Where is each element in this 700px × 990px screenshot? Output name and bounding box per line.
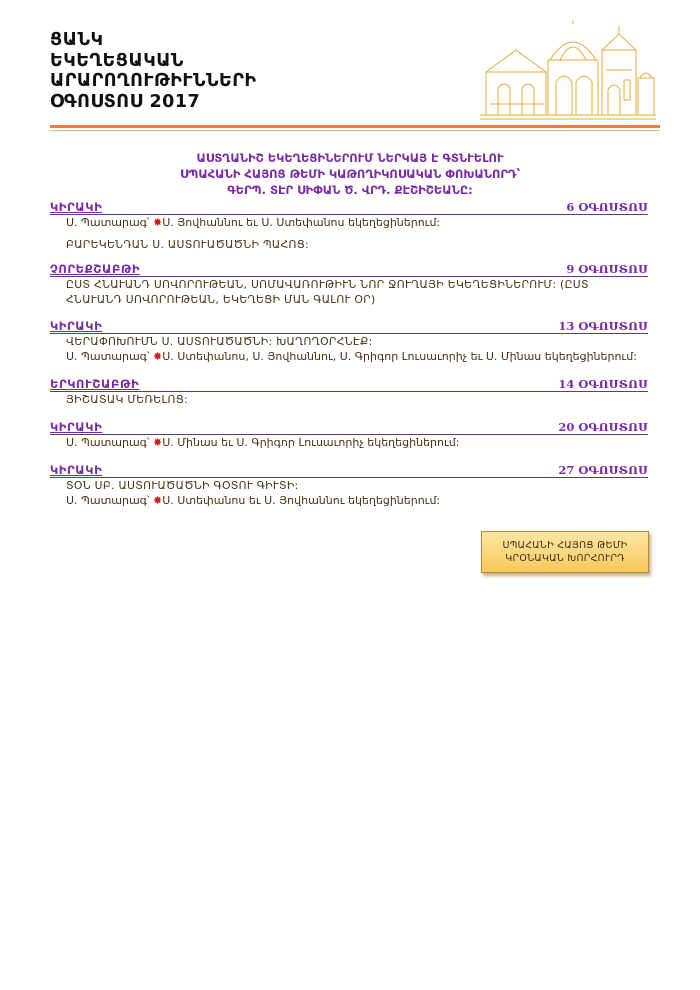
day-header — [50, 420, 648, 435]
footer-council-badge — [481, 531, 649, 573]
title-line-2: ԵԿԵՂԵՑԱԿԱՆ — [50, 50, 184, 71]
day-header — [50, 262, 648, 277]
liturgy-label: Ս. Պատարագ՝ — [66, 494, 154, 507]
liturgy-line — [50, 493, 648, 508]
star-icon: ✸ — [153, 436, 163, 449]
title-line-1: ՑԱՆԿ — [50, 30, 104, 50]
observance-line: ՅԻՇԱՏԱԿ ՄԵՌԵԼՈՑ: — [66, 393, 189, 406]
day-entry — [50, 463, 648, 508]
liturgy-churches: Ս. Ստեփանոս, Ս. Յովհաննու, Ս. Գրիգոր Լուսաւորիչ եւ Ս. Մինաս եկեղեցիներում: — [162, 350, 637, 363]
star-icon: ✸ — [153, 494, 163, 507]
day-name: ԿԻՐԱԿԻ — [50, 463, 103, 477]
day-date: 14 ՕԳՈՍՏՈՍ — [558, 377, 648, 391]
header-divider-thin — [50, 130, 660, 131]
star-icon: ✸ — [153, 216, 163, 229]
liturgy-churches: Ս. Մինաս եւ Ս. Գրիգոր Լուսաւորիչ եկեղեցիներում: — [162, 436, 460, 449]
observance-line: ՎԵՐԱՓՈԽՈՒՄՆ Ս. ԱՍՏՈՒԱԾԱԾՆԻ: ԽԱՂՈՂՕՐՀՆԷՔ: — [66, 335, 373, 348]
liturgy-label: Ս. Պատարագ՝ — [66, 436, 154, 449]
day-name: ԿԻՐԱԿԻ — [50, 319, 103, 333]
star-icon: ✸ — [153, 350, 163, 363]
cathedral-illustration — [478, 20, 658, 124]
day-name: ՉՈՐԵՔՇԱԲԹԻ — [50, 262, 141, 276]
day-header — [50, 319, 648, 334]
day-entry — [50, 319, 648, 364]
liturgy-churches: Ս. Ստեփանոս եւ Ս. Յովհաննու եկեղեցիներում: — [162, 494, 441, 507]
day-name: ԿԻՐԱԿԻ — [50, 200, 103, 214]
liturgy-line — [50, 349, 648, 364]
liturgy-label: Ս. Պատարագ՝ — [66, 216, 154, 229]
footer-line-1: ՍՊԱՀԱՆԻ ՀԱՅՈՑ ԹԵՄԻ — [502, 540, 628, 551]
day-date: 13 ՕԳՈՍՏՈՍ — [558, 319, 648, 333]
intro-line-1: ԱՍՏՂԱՆԻՇ ԵԿԵՂԵՑԻՆԵՐՈՒՄ ՆԵՐԿԱՅ Է ԳՏՆՒԵԼՈՒ — [196, 151, 504, 165]
intro-line-3: ԳԵՐՊ. ՏԷՐ ՍԻՓԱՆ Ծ. ՎՐԴ. ՔԷՇԻՇԵԱՆԸ: — [227, 183, 473, 197]
intro-line-2: ՍՊԱՀԱՆԻ ՀԱՅՈՑ ԹԵՄԻ ԿԱԹՈՂԻԿՈՍԱԿԱՆ ՓՈԽԱՆՈՐԴ՝ — [179, 167, 521, 181]
title-line-4: ՕԳՈՍՏՈՍ 2017 — [50, 91, 201, 112]
spacer — [50, 230, 648, 237]
liturgy-churches: Ս. Յովհաննու եւ Ս. Ստեփանոս եկեղեցիներում: — [162, 216, 441, 229]
day-date: 6 ՕԳՈՍՏՈՍ — [566, 200, 648, 214]
day-header — [50, 200, 648, 215]
day-header — [50, 463, 648, 478]
observance-line: ՏՕՆ ՍԲ. ԱՍՏՈՒԱԾԱԾՆԻ ԳՕՏՈՒ ԳԻՒՏԻ: — [66, 479, 299, 492]
page-title — [50, 30, 257, 112]
liturgy-line — [50, 215, 648, 230]
intro-notice — [50, 150, 650, 198]
footer-line-2: ԿՐՕՆԱԿԱՆ ԽՈՐՀՈՒՐԴ — [505, 553, 625, 564]
observance-line: ԸՍՏ ՀՆԱՒԱՆԴ ՍՈՎՈՐՈՒԹԵԱՆ, ՍՈՄԱՎԱՌՈՒԹԻՒՆ ՆՈՐ ՋՈՒՂԱՅԻ ԵԿԵՂԵՑԻՆԵՐՈՒՄ: (ԸՍՏ ՀՆԱՒԱՆԴ ՍՈՎՈՐՈՒԹԵԱՆ, ԵԿԵՂԵՑԻ ՄԱՆ ԳԱԼՈՒ ՕՐ) — [66, 278, 589, 306]
day-date: 20 ՕԳՈՍՏՈՍ — [558, 420, 648, 434]
day-header — [50, 377, 648, 392]
day-entry — [50, 420, 648, 450]
observance-line: ԲԱՐԵԿԵՆԴԱՆ Ս. ԱՍՏՈՒԱԾԱԾՆԻ ՊԱՀՈՑ: — [66, 238, 309, 251]
title-line-3: ԱՐԱՐՈՂՈՒԹԻՒՆՆԵՐԻ — [50, 71, 257, 91]
day-entry — [50, 377, 648, 407]
day-entry — [50, 262, 648, 307]
liturgy-line — [50, 435, 648, 450]
header-divider — [50, 125, 660, 128]
day-date: 9 ՕԳՈՍՏՈՍ — [566, 262, 648, 276]
day-name: ԿԻՐԱԿԻ — [50, 420, 103, 434]
liturgy-label: Ս. Պատարագ՝ — [66, 350, 154, 363]
day-date: 27 ՕԳՈՍՏՈՍ — [558, 463, 648, 477]
day-name: ԵՐԿՈՒՇԱԲԹԻ — [50, 377, 140, 391]
day-entry — [50, 200, 648, 252]
